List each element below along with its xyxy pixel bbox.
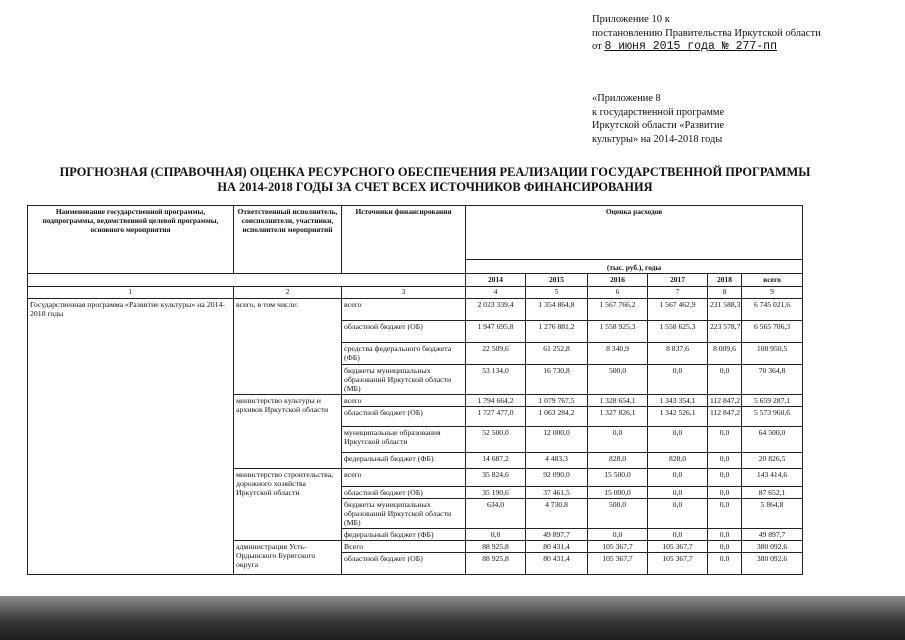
value-cell: 4 483,3 [526, 453, 588, 469]
appendix-line-2: постановлению Правительства Иркутской области [592, 27, 821, 39]
value-cell: 1 727 477,0 [466, 407, 526, 427]
value-cell: 0,0 [648, 499, 708, 529]
value-cell: 14 687,2 [466, 453, 526, 469]
appendix-line-3 [592, 40, 892, 54]
value-cell: 49 897,7 [526, 529, 588, 541]
column-index: 8 [708, 287, 742, 299]
value-cell: 828,0 [648, 453, 708, 469]
value-cell: 0,0 [708, 427, 742, 453]
value-cell: 143 414,6 [742, 469, 803, 487]
appendix-ref-line-3: Иркутской области «Развитие [592, 120, 725, 131]
value-cell: 6 565 706,3 [742, 321, 803, 343]
table-row [28, 299, 803, 321]
value-cell: 8 009,6 [708, 343, 742, 365]
value-cell: 0,0 [648, 487, 708, 499]
value-cell: 1 558 925,3 [588, 321, 648, 343]
value-cell: 1 567 462,9 [648, 299, 708, 321]
funding-source: Всего [342, 541, 466, 553]
value-cell: 12 000,0 [526, 427, 588, 453]
value-cell: 8 340,9 [588, 343, 648, 365]
value-cell: 1 947 695,8 [466, 321, 526, 343]
funding-source: областной бюджет (ОБ) [342, 487, 466, 499]
value-cell: 105 367,7 [648, 553, 708, 575]
value-cell: 49 897,7 [742, 529, 803, 541]
column-index: 9 [742, 287, 803, 299]
title-line-1: ПРОГНОЗНАЯ (СПРАВОЧНАЯ) ОЦЕНКА РЕСУРСНОГО ОБЕСПЕЧЕНИЯ РЕАЛИЗАЦИИ ГОСУДАРСТВЕННОЙ ПРОГРАММЫ [59, 165, 811, 179]
value-cell: 108 950,5 [742, 343, 803, 365]
header-year: 2015 [526, 274, 588, 287]
value-cell: 5 573 960,6 [742, 407, 803, 427]
funding-source: бюджеты муниципальных образований Иркутской области (МБ) [342, 499, 466, 529]
value-cell: 1 328 654,1 [588, 395, 648, 407]
value-cell: 1 567 766,2 [588, 299, 648, 321]
value-cell: 16 730,8 [526, 365, 588, 395]
value-cell: 8 837,6 [648, 343, 708, 365]
value-cell: 105 367,7 [648, 541, 708, 553]
appendix-header [592, 13, 892, 54]
value-cell: 0,0 [648, 529, 708, 541]
value-cell: 1 794 664,2 [466, 395, 526, 407]
appendix-line-1: Приложение 10 к [592, 14, 670, 25]
column-index: 7 [648, 287, 708, 299]
value-cell: 0,0 [648, 427, 708, 453]
header-source: Источники финансирования [342, 206, 466, 274]
value-cell: 500,0 [588, 499, 648, 529]
funding-source: всего [342, 395, 466, 407]
value-cell: 88 925,8 [466, 553, 526, 575]
value-cell: 380 092,6 [742, 541, 803, 553]
value-cell: 61 252,8 [526, 343, 588, 365]
appendix-ref-line-1: «Приложение 8 [592, 93, 661, 104]
value-cell: 0,0 [708, 487, 742, 499]
column-index: 1 [28, 287, 234, 299]
value-cell: 5 864,8 [742, 499, 803, 529]
value-cell: 500,0 [588, 365, 648, 395]
header-year: всего [742, 274, 803, 287]
value-cell: 0,0 [708, 453, 742, 469]
value-cell: 15 500,0 [588, 469, 648, 487]
appendix-reference [592, 92, 792, 146]
header-year: 2017 [648, 274, 708, 287]
program-name: Государственная программа «Развитие культуры» на 2014-2018 годы [28, 299, 234, 575]
column-index: 4 [466, 287, 526, 299]
value-cell: 37 461,5 [526, 487, 588, 499]
value-cell: 1 079 767,5 [526, 395, 588, 407]
value-cell: 231 588,3 [708, 299, 742, 321]
value-cell: 1 327 826,1 [588, 407, 648, 427]
value-cell: 0,0 [466, 529, 526, 541]
header-year: 2014 [466, 274, 526, 287]
value-cell: 92 090,0 [526, 469, 588, 487]
column-index: 6 [588, 287, 648, 299]
value-cell: 80 431,4 [526, 541, 588, 553]
value-cell: 0,0 [648, 469, 708, 487]
value-cell: 4 730,8 [526, 499, 588, 529]
header-executor: Ответственный исполнитель, соисполнители, участники, исполнители мероприятий [234, 206, 342, 274]
value-cell: 87 652,1 [742, 487, 803, 499]
value-cell: 380 092,6 [742, 553, 803, 575]
funding-source: федеральный бюджет (ФБ) [342, 529, 466, 541]
scan-edge [0, 596, 905, 640]
value-cell: 70 364,8 [742, 365, 803, 395]
value-cell: 35 824,6 [466, 469, 526, 487]
appendix-ref-line-4: культуры» на 2014-2018 годы [592, 133, 723, 145]
value-cell: 0,0 [708, 499, 742, 529]
funding-source: бюджеты муниципальных образований Иркутской области (МБ) [342, 365, 466, 395]
funding-source: муниципальные образования Иркутской области [342, 427, 466, 453]
resource-table [27, 205, 803, 575]
value-cell: 88 925,8 [466, 541, 526, 553]
funding-source: областной бюджет (ОБ) [342, 553, 466, 575]
value-cell: 112 847,2 [708, 395, 742, 407]
funding-source: федеральный бюджет (ФБ) [342, 453, 466, 469]
appendix-order-number: 8 июня 2015 года № 277-пп [604, 40, 777, 53]
executor-name: министерство культуры и архивов Иркутской области [234, 395, 342, 469]
funding-source: областной бюджет (ОБ) [342, 321, 466, 343]
funding-source: средства федерального бюджета (ФБ) [342, 343, 466, 365]
value-cell: 6 745 021,6 [742, 299, 803, 321]
value-cell: 52 500,0 [466, 427, 526, 453]
value-cell: 80 431,4 [526, 553, 588, 575]
value-cell: 0,0 [708, 541, 742, 553]
document-title [20, 165, 850, 195]
appendix-ref-line-2: к государственной программе [592, 106, 725, 118]
header-spacer [28, 274, 466, 287]
value-cell: 1 343 354,1 [648, 395, 708, 407]
appendix-date-prefix: от [592, 41, 602, 52]
value-cell: 1 558 625,3 [648, 321, 708, 343]
column-index: 2 [234, 287, 342, 299]
executor-name: всего, в том числе: [234, 299, 342, 395]
value-cell: 64 500,0 [742, 427, 803, 453]
header-name: Наименование государственной программы, подпрограммы, ведомственной целевой программы, основного мероприятия [28, 206, 234, 274]
column-index: 3 [342, 287, 466, 299]
header-estimate: Оценка расходов [466, 206, 803, 260]
header-year: 2016 [588, 274, 648, 287]
executor-name: администрация Усть-Ордынского Бурятского округа [234, 541, 342, 575]
value-cell: 634,0 [466, 499, 526, 529]
value-cell: 0,0 [648, 365, 708, 395]
value-cell: 15 000,0 [588, 487, 648, 499]
value-cell: 1 342 526,1 [648, 407, 708, 427]
funding-source: областной бюджет (ОБ) [342, 407, 466, 427]
value-cell: 35 190,6 [466, 487, 526, 499]
value-cell: 20 826,5 [742, 453, 803, 469]
value-cell: 1 276 881,2 [526, 321, 588, 343]
header-year: 2018 [708, 274, 742, 287]
value-cell: 223 578,7 [708, 321, 742, 343]
value-cell: 1 354 864,8 [526, 299, 588, 321]
value-cell: 112 847,2 [708, 407, 742, 427]
funding-source: всего [342, 469, 466, 487]
value-cell: 105 367,7 [588, 553, 648, 575]
value-cell: 5 659 287,1 [742, 395, 803, 407]
value-cell: 828,0 [588, 453, 648, 469]
value-cell: 0,0 [708, 469, 742, 487]
executor-name: министерство строительства, дорожного хозяйства Иркутской области [234, 469, 342, 541]
value-cell: 0,0 [588, 427, 648, 453]
title-line-2: НА 2014-2018 ГОДЫ ЗА СЧЕТ ВСЕХ ИСТОЧНИКОВ ФИНАНСИРОВАНИЯ [217, 180, 653, 194]
column-index: 5 [526, 287, 588, 299]
value-cell: 0,0 [588, 529, 648, 541]
header-units: (тыс. руб.), годы [466, 260, 803, 274]
value-cell: 1 063 284,2 [526, 407, 588, 427]
value-cell: 105 367,7 [588, 541, 648, 553]
value-cell: 0,0 [708, 529, 742, 541]
value-cell: 0,0 [708, 553, 742, 575]
value-cell: 0,0 [708, 365, 742, 395]
value-cell: 53 134,0 [466, 365, 526, 395]
value-cell: 2 023 339,4 [466, 299, 526, 321]
value-cell: 22 509,6 [466, 343, 526, 365]
funding-source: всего [342, 299, 466, 321]
